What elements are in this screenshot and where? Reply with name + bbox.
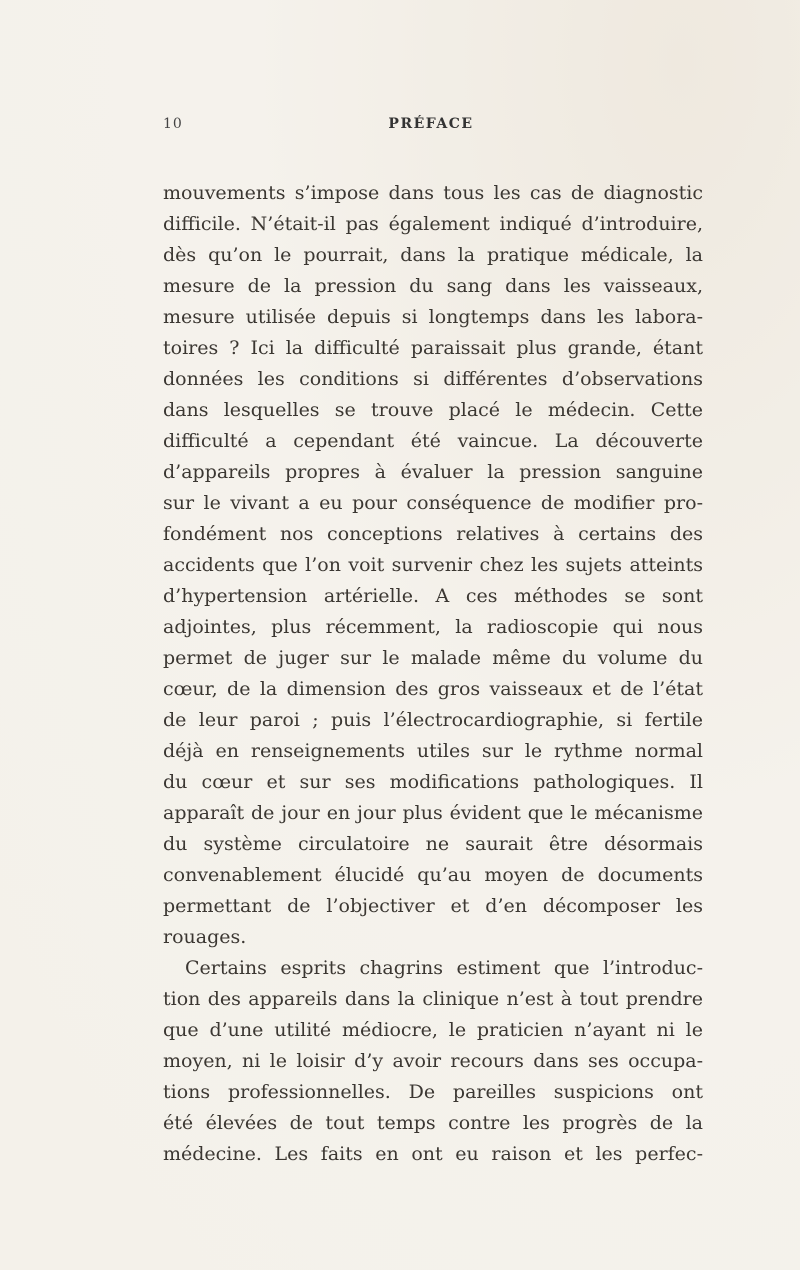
text-line: dans lesquelles se trouve placé le médecin. Cette — [163, 399, 703, 421]
text-line: Certains esprits chagrins estiment que l’introduc- — [185, 957, 703, 979]
text-line: de leur paroi ; puis l’électrocardiographie, si fertile — [163, 709, 703, 731]
text-line: apparaît de jour en jour plus évident que le mécanisme — [163, 802, 703, 824]
text-line: d’appareils propres à évaluer la pression sanguine — [163, 461, 703, 483]
text-line: sur le vivant a eu pour conséquence de modifier pro- — [163, 492, 703, 514]
text-line: fondément nos conceptions relatives à certains des — [163, 523, 703, 545]
text-line: convenablement élucidé qu’au moyen de documents — [163, 864, 703, 886]
text-line: du cœur et sur ses modifications pathologiques. Il — [163, 771, 703, 793]
text-line: été élevées de tout temps contre les progrès de la — [163, 1112, 703, 1134]
running-head: PRÉFACE — [388, 116, 474, 132]
text-line: données les conditions si différentes d’observations — [163, 368, 703, 390]
text-line: toires ? Ici la difficulté paraissait plus grande, étant — [163, 337, 703, 359]
text-line: tions professionnelles. De pareilles suspicions ont — [163, 1081, 703, 1103]
text-line: d’hypertension artérielle. A ces méthodes se sont — [163, 585, 703, 607]
text-line: accidents que l’on voit survenir chez les sujets atteints — [163, 554, 703, 576]
text-line: difficile. N’était-il pas également indiqué d’introduire, — [163, 213, 703, 235]
text-line: déjà en renseignements utiles sur le rythme normal — [163, 740, 703, 762]
text-line: du système circulatoire ne saurait être désormais — [163, 833, 703, 855]
text-line: mouvements s’impose dans tous les cas de diagnostic — [163, 182, 703, 204]
page-header — [163, 116, 723, 140]
text-line: adjointes, plus récemment, la radioscopie qui nous — [163, 616, 703, 638]
text-line: dès qu’on le pourrait, dans la pratique médicale, la — [163, 244, 703, 266]
text-line: permet de juger sur le malade même du volume du — [163, 647, 703, 669]
text-line: cœur, de la dimension des gros vaisseaux et de l’état — [163, 678, 703, 700]
text-line: rouages. — [163, 926, 247, 948]
text-line: médecine. Les faits en ont eu raison et les perfec- — [163, 1143, 703, 1165]
text-line: difficulté a cependant été vaincue. La découverte — [163, 430, 703, 452]
text-line: permettant de l’objectiver et d’en décomposer les — [163, 895, 703, 917]
page-number: 10 — [163, 116, 183, 132]
text-line: mesure de la pression du sang dans les vaisseaux, — [163, 275, 703, 297]
text-line: mesure utilisée depuis si longtemps dans les labora- — [163, 306, 703, 328]
text-line: que d’une utilité médiocre, le praticien n’ayant ni le — [163, 1019, 703, 1041]
text-line: tion des appareils dans la clinique n’est à tout prendre — [163, 988, 703, 1010]
text-line: moyen, ni le loisir d’y avoir recours dans ses occupa- — [163, 1050, 703, 1072]
body-text — [163, 178, 703, 1170]
